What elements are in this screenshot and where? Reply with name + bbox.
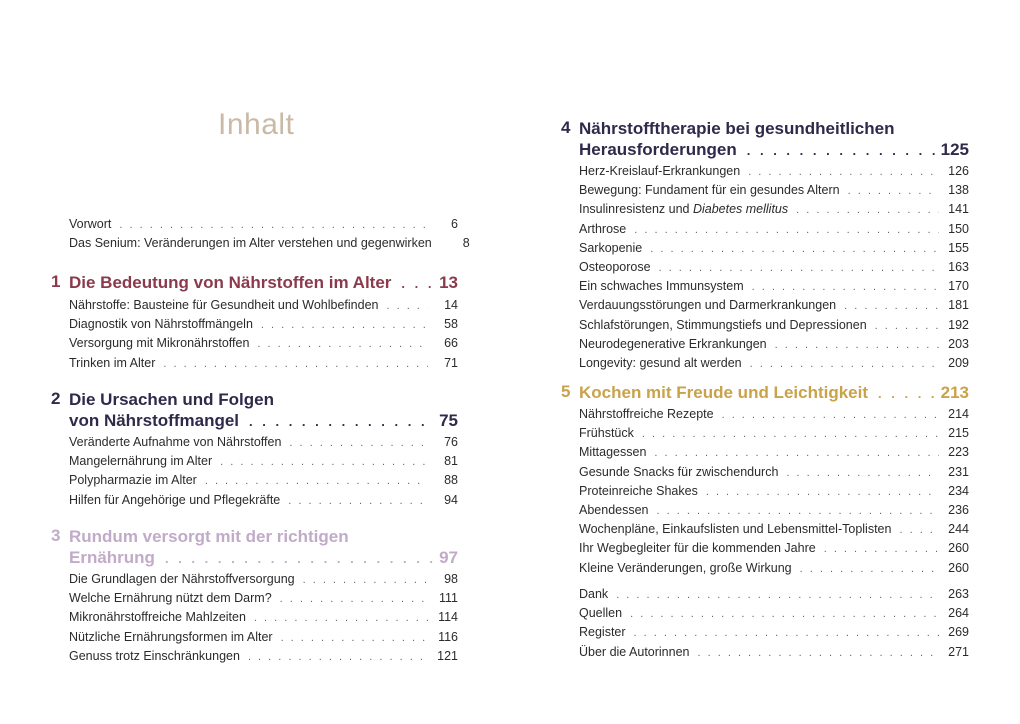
chapter-heading[interactable] bbox=[69, 272, 458, 294]
entry-title: Frühstück bbox=[579, 426, 634, 441]
dot-leader bbox=[657, 502, 939, 520]
toc-entry[interactable] bbox=[579, 443, 969, 462]
dot-leader bbox=[659, 259, 939, 277]
toc-entry[interactable] bbox=[579, 623, 969, 642]
dot-leader bbox=[722, 406, 939, 424]
dot-leader bbox=[401, 273, 433, 294]
dot-leader bbox=[119, 216, 428, 234]
toc-entry[interactable] bbox=[579, 501, 969, 520]
entry-title: Sarkopenie bbox=[579, 240, 643, 255]
entry-title: Arthrose bbox=[579, 221, 627, 236]
entry-page: 264 bbox=[948, 606, 969, 621]
chapter-title: Rundum versorgt mit der richtigen bbox=[69, 527, 349, 546]
entry-page: 269 bbox=[948, 625, 969, 640]
toc-entry[interactable] bbox=[579, 482, 969, 501]
toc-entry[interactable] bbox=[69, 334, 458, 353]
dot-leader bbox=[706, 483, 939, 501]
chapter-title: Nährstofftherapie bei gesundheitlichen bbox=[579, 119, 895, 138]
toc-entry[interactable] bbox=[579, 200, 969, 219]
entry-page: 209 bbox=[948, 356, 969, 371]
entry-page: 94 bbox=[444, 492, 458, 507]
dot-leader bbox=[289, 434, 428, 452]
dot-leader bbox=[163, 355, 428, 373]
toc-entry[interactable] bbox=[69, 570, 458, 589]
entry-page: 138 bbox=[948, 183, 969, 198]
chapter-heading[interactable] bbox=[69, 410, 458, 432]
entry-page: 271 bbox=[948, 644, 969, 659]
toc-entry[interactable] bbox=[579, 559, 969, 578]
entry-title: Register bbox=[579, 625, 626, 640]
entry-title: Ihr Wegbegleiter für die kommenden Jahre bbox=[579, 541, 816, 556]
entry-title: Bewegung: Fundament für ein gesundes Altern bbox=[579, 183, 840, 198]
entry-page: 203 bbox=[948, 336, 969, 351]
chapter-page: 125 bbox=[940, 140, 969, 159]
chapter-title: Ernährung bbox=[69, 548, 155, 567]
entry-page: 71 bbox=[444, 355, 458, 370]
entry-title: Verdauungsstörungen und Darmerkrankungen bbox=[579, 298, 837, 313]
toc-entry[interactable] bbox=[579, 585, 969, 604]
chapter-5-entries bbox=[579, 405, 969, 578]
toc-entry[interactable] bbox=[579, 162, 969, 181]
entry-title: Schlafstörungen, Stimmungstiefs und Depressionen bbox=[579, 317, 867, 332]
toc-entry[interactable] bbox=[579, 335, 969, 354]
entry-page: 121 bbox=[437, 648, 458, 663]
chapter-heading[interactable] bbox=[579, 118, 969, 139]
chapter-2 bbox=[51, 389, 458, 432]
dot-leader bbox=[634, 221, 939, 239]
entry-title: Mittagessen bbox=[579, 445, 647, 460]
entry-title: Versorgung mit Mikronährstoffen bbox=[69, 336, 250, 351]
toc-entry[interactable] bbox=[579, 296, 969, 315]
entry-page: 260 bbox=[948, 541, 969, 556]
entry-title: Nützliche Ernährungsformen im Alter bbox=[69, 629, 273, 644]
entry-title: Mikronährstoffreiche Mahlzeiten bbox=[69, 610, 246, 625]
entry-title-text: Insulinresistenz und bbox=[579, 202, 693, 217]
entry-title: Herz-Kreislauf-Erkrankungen bbox=[579, 164, 741, 178]
entry-title: Veränderte Aufnahme von Nährstoffen bbox=[69, 435, 282, 449]
dot-leader bbox=[248, 648, 428, 666]
entry-title: Abendessen bbox=[579, 503, 649, 518]
dot-leader bbox=[634, 624, 939, 642]
entry-title: Welche Ernährung nützt dem Darm? bbox=[69, 591, 272, 606]
chapter-heading[interactable] bbox=[579, 382, 969, 404]
toc-entry[interactable] bbox=[579, 604, 969, 623]
entry-page: 126 bbox=[948, 164, 969, 178]
entry-page: 8 bbox=[462, 236, 470, 251]
dot-leader bbox=[165, 548, 433, 569]
entry-title: Gesunde Snacks für zwischendurch bbox=[579, 464, 779, 479]
dot-leader bbox=[848, 182, 939, 200]
entry-page: 244 bbox=[948, 522, 969, 537]
entry-page: 66 bbox=[444, 336, 458, 351]
entry-page: 260 bbox=[948, 560, 969, 575]
dot-leader bbox=[878, 383, 935, 404]
toc-entry[interactable] bbox=[579, 424, 969, 443]
entry-page: 88 bbox=[444, 473, 458, 488]
back-matter bbox=[579, 585, 969, 662]
entry-title: Nährstoffe: Bausteine für Gesundheit und Wohlbefinden bbox=[69, 298, 379, 312]
toc-entry[interactable] bbox=[579, 277, 969, 296]
dot-leader bbox=[750, 355, 939, 373]
entry-page: 215 bbox=[948, 426, 969, 441]
toc-entry[interactable] bbox=[579, 463, 969, 482]
toc-entry[interactable] bbox=[579, 520, 969, 539]
entry-page: 263 bbox=[948, 587, 969, 601]
dot-leader bbox=[800, 560, 939, 578]
toc-entry[interactable] bbox=[69, 628, 458, 647]
entry-title: Diagnostik von Nährstoffmängeln bbox=[69, 317, 253, 332]
dot-leader bbox=[616, 586, 939, 604]
dot-leader bbox=[698, 644, 940, 662]
dot-leader bbox=[220, 453, 428, 471]
entry-title-italic: Diabetes mellitus bbox=[692, 202, 789, 217]
dot-leader bbox=[650, 240, 939, 258]
chapter-number: 3 bbox=[51, 526, 61, 545]
dot-leader bbox=[642, 425, 939, 443]
chapter-heading[interactable] bbox=[69, 547, 458, 569]
dot-leader bbox=[288, 492, 428, 510]
chapter-4-entries bbox=[579, 162, 969, 373]
chapter-page: 97 bbox=[439, 548, 458, 567]
dot-leader bbox=[752, 278, 939, 296]
entry-page: 116 bbox=[438, 629, 458, 644]
dot-leader bbox=[386, 297, 428, 315]
dot-leader bbox=[281, 629, 428, 647]
dot-leader bbox=[748, 163, 939, 181]
toc-entry[interactable] bbox=[579, 354, 969, 373]
dot-leader bbox=[280, 590, 428, 608]
entry-page: 170 bbox=[948, 279, 969, 294]
entry-title: Vorwort bbox=[69, 217, 112, 231]
chapter-1-entries bbox=[69, 296, 458, 373]
dot-leader bbox=[261, 316, 428, 334]
dot-leader bbox=[899, 521, 939, 539]
chapter-number: 2 bbox=[51, 389, 61, 408]
entry-page: 231 bbox=[948, 464, 969, 479]
entry-title: Genuss trotz Einschränkungen bbox=[69, 648, 240, 663]
chapter-3-entries bbox=[69, 570, 458, 666]
entry-page: 150 bbox=[948, 221, 969, 236]
chapter-heading[interactable] bbox=[579, 139, 969, 161]
toc-entry[interactable] bbox=[579, 405, 969, 424]
entry-title: Osteoporose bbox=[579, 260, 651, 275]
entry-title: Ein schwaches Immunsystem bbox=[579, 279, 744, 294]
dot-leader bbox=[875, 317, 939, 335]
entry-title: Wochenpläne, Einkaufslisten und Lebensmittel-Toplisten bbox=[579, 522, 892, 537]
page-title: Inhalt bbox=[218, 108, 295, 141]
entry-title: Dank bbox=[579, 587, 609, 601]
entry-page: 223 bbox=[948, 445, 969, 460]
toc-entry[interactable] bbox=[69, 589, 458, 608]
dot-leader bbox=[205, 472, 428, 490]
dot-leader bbox=[775, 336, 939, 354]
chapter-page: 13 bbox=[439, 273, 458, 292]
chapter-page: 75 bbox=[439, 411, 458, 430]
toc-entry[interactable] bbox=[69, 354, 458, 373]
entry-title: Neurodegenerative Erkrankungen bbox=[579, 336, 767, 351]
entry-page: 163 bbox=[948, 260, 969, 275]
chapter-title: Die Bedeutung von Nährstoffen im Alter bbox=[69, 273, 392, 292]
toc-entry[interactable] bbox=[579, 220, 969, 239]
entry-page: 114 bbox=[438, 610, 458, 625]
entry-title: Quellen bbox=[579, 606, 623, 621]
entry-title bbox=[579, 200, 788, 218]
dot-leader bbox=[844, 297, 939, 315]
chapter-page: 213 bbox=[940, 383, 969, 402]
chapter-4 bbox=[561, 118, 969, 161]
chapter-title: von Nährstoffmangel bbox=[69, 411, 240, 430]
toc-entry[interactable] bbox=[69, 296, 458, 315]
dot-leader bbox=[303, 571, 428, 589]
dot-leader bbox=[786, 464, 939, 482]
chapter-heading[interactable] bbox=[69, 526, 458, 547]
toc-entry[interactable] bbox=[579, 539, 969, 558]
entry-page: 58 bbox=[444, 317, 458, 332]
entry-page: 111 bbox=[438, 591, 458, 606]
entry-page: 98 bbox=[444, 572, 458, 586]
toc-entry[interactable] bbox=[69, 452, 458, 471]
chapter-number: 1 bbox=[51, 272, 61, 291]
chapter-title: Herausforderungen bbox=[579, 140, 737, 159]
dot-leader bbox=[654, 444, 939, 462]
entry-page: 155 bbox=[948, 240, 969, 255]
chapter-number: 4 bbox=[561, 118, 571, 137]
toc-entry[interactable] bbox=[579, 181, 969, 200]
entry-page: 81 bbox=[444, 454, 458, 469]
chapter-title: Die Ursachen und Folgen bbox=[69, 390, 274, 409]
entry-page: 76 bbox=[444, 435, 458, 449]
entry-page: 214 bbox=[948, 407, 969, 421]
chapter-title: Kochen mit Freude und Leichtigkeit bbox=[579, 383, 869, 402]
toc-entry[interactable] bbox=[69, 471, 458, 490]
toc-entry[interactable] bbox=[69, 608, 458, 627]
entry-title: Hilfen für Angehörige und Pflegekräfte bbox=[69, 492, 281, 507]
entry-page: 14 bbox=[444, 298, 458, 312]
dot-leader bbox=[747, 140, 935, 161]
entry-title: Proteinreiche Shakes bbox=[579, 483, 698, 498]
front-matter bbox=[69, 215, 470, 253]
entry-title: Die Grundlagen der Nährstoffversorgung bbox=[69, 572, 295, 586]
entry-title: Trinken im Alter bbox=[69, 355, 156, 370]
dot-leader bbox=[254, 609, 428, 627]
toc-entry[interactable] bbox=[69, 234, 470, 253]
entry-title: Polypharmazie im Alter bbox=[69, 473, 197, 488]
entry-title: Longevity: gesund alt werden bbox=[579, 356, 742, 371]
entry-page: 6 bbox=[451, 217, 458, 231]
toc-entry[interactable] bbox=[579, 643, 969, 662]
toc-entry[interactable] bbox=[579, 316, 969, 335]
dot-leader bbox=[824, 540, 939, 558]
chapter-heading[interactable] bbox=[69, 389, 458, 410]
entry-title: Über die Autorinnen bbox=[579, 644, 690, 659]
toc-entry[interactable] bbox=[69, 433, 458, 452]
chapter-2-entries bbox=[69, 433, 458, 510]
toc-entry[interactable] bbox=[579, 258, 969, 277]
chapter-number: 5 bbox=[561, 382, 571, 401]
entry-page: 181 bbox=[948, 298, 969, 313]
dot-leader bbox=[257, 335, 428, 353]
entry-page: 234 bbox=[948, 483, 969, 498]
toc-entry[interactable] bbox=[579, 239, 969, 258]
dot-leader bbox=[796, 201, 939, 219]
entry-page: 141 bbox=[948, 202, 969, 217]
entry-page: 236 bbox=[948, 503, 969, 518]
entry-title: Kleine Veränderungen, große Wirkung bbox=[579, 560, 792, 575]
entry-title: Nährstoffreiche Rezepte bbox=[579, 407, 714, 421]
dot-leader bbox=[630, 605, 939, 623]
toc-entry[interactable] bbox=[69, 491, 458, 510]
entry-page: 192 bbox=[948, 317, 969, 332]
toc-entry[interactable] bbox=[69, 215, 458, 234]
entry-title: Mangelernährung im Alter bbox=[69, 454, 213, 469]
toc-entry[interactable] bbox=[69, 315, 458, 334]
entry-title: Das Senium: Veränderungen im Alter verstehen und gegenwirken bbox=[69, 236, 432, 251]
chapter-1 bbox=[51, 272, 458, 294]
chapter-3 bbox=[51, 526, 458, 569]
chapter-5 bbox=[561, 382, 969, 404]
dot-leader bbox=[249, 411, 433, 432]
toc-entry[interactable] bbox=[69, 647, 458, 666]
